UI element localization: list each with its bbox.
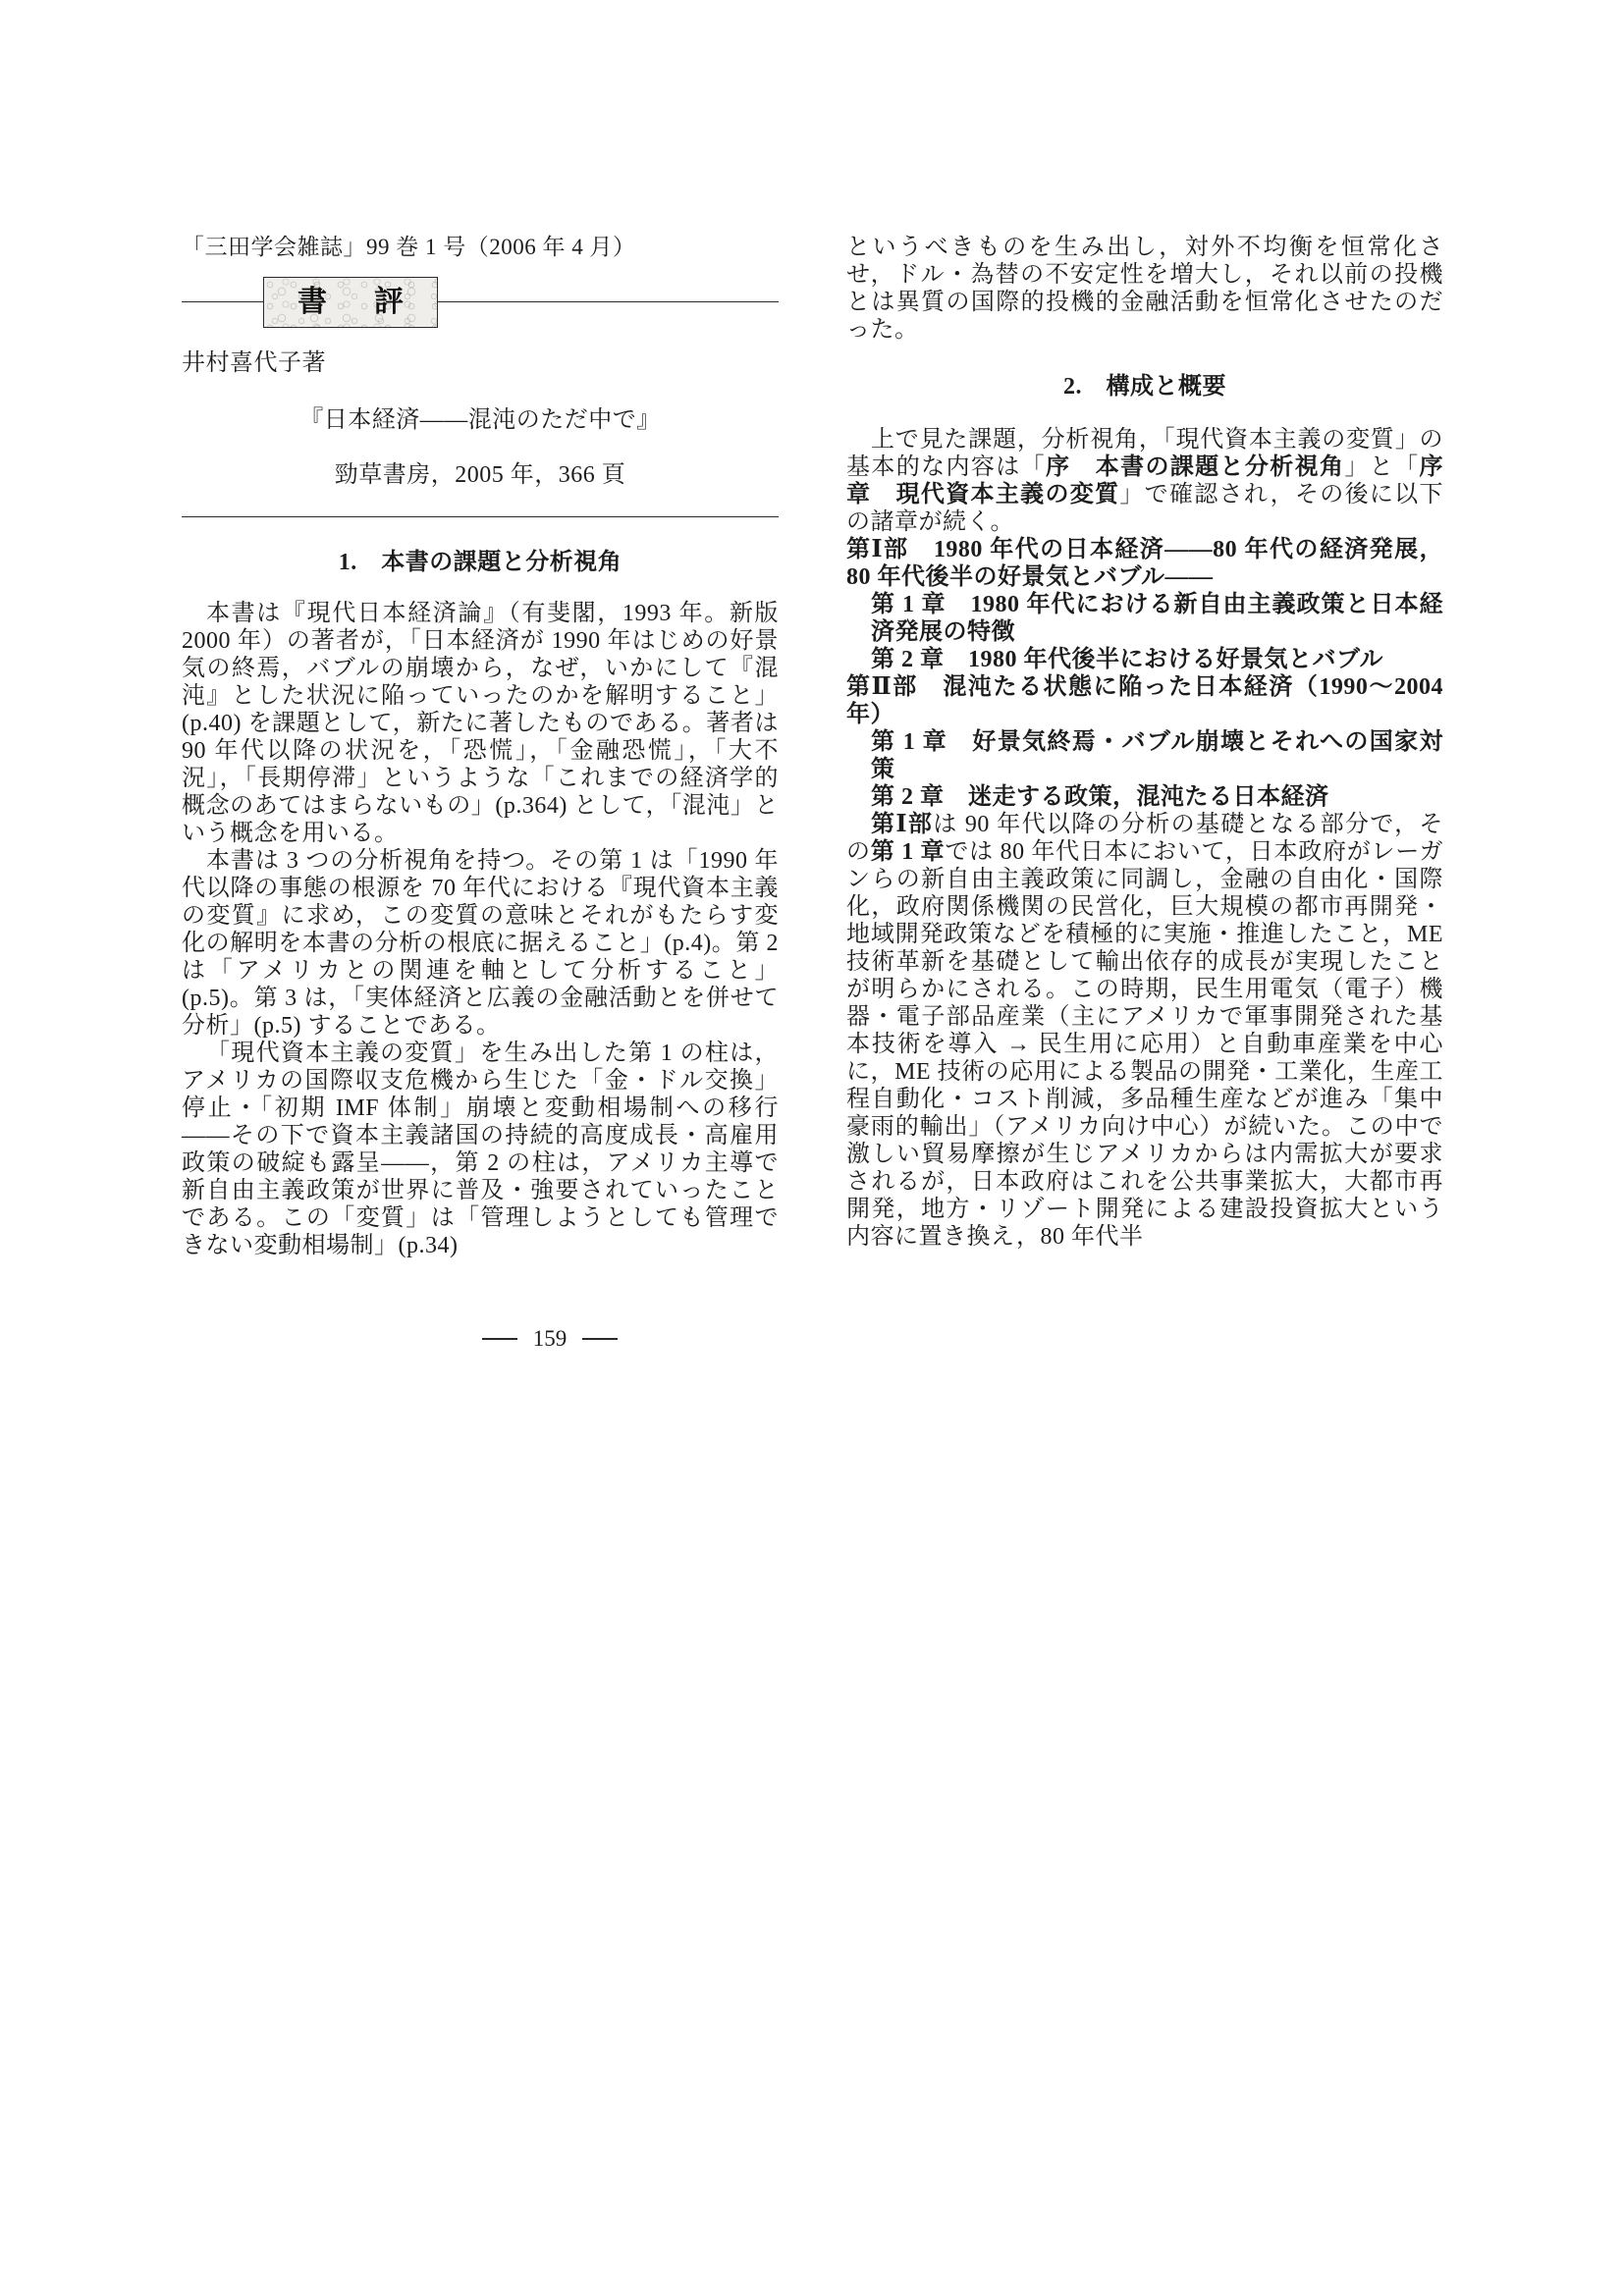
toc-part2-chapter1: 第 1 章 好景気終焉・バブル崩壊とそれへの国家対策 xyxy=(871,729,1443,782)
toc-part1: 第Ⅰ部 1980 年代の日本経済――80 年代の経済発展，80 年代後半の好景気とバブル―― xyxy=(846,537,1443,590)
intro-seg-1: 上で見た課題，分析視角，「現代資本主義の変質」の基本的な内容は「 xyxy=(846,427,1443,480)
paragraph-book-overview: 本書は『現代日本経済論』（有斐閣，1993 年。新版 2000 年）の著者が，「日本経済が 1990 年はじめの好景気の終焉，バブルの崩壊から，なぜ，いかにして『混沌』とした状況に陥っていったのかを解明すること」(p.40) を課題として，新たに著したものである。著者は 90 年代以降の状況を，「恐慌」，「金融恐慌」，「大不況」，「長期停滞」というような「これまでの経済学的概念のあてはまらないもの」(p.364) として，「混沌」という概念を用いる。 xyxy=(182,601,779,846)
paragraph-part1-summary xyxy=(846,811,1443,1251)
journal-header: 「三田学会雑誌」99 巻 1 号（2006 年 4 月） xyxy=(182,235,636,259)
right-column xyxy=(846,234,1443,1251)
toc-part1-chapter1: 第 1 章 1980 年代における新自由主義政策と日本経済発展の特徴 xyxy=(871,592,1443,645)
paragraph-structure-intro xyxy=(846,426,1443,536)
page-footer xyxy=(422,1327,677,1350)
paragraph-capitalism-transformation: 「現代資本主義の変質」を生み出した第 1 の柱は，アメリカの国際収支危機から生じた「金・ドル交換」停止・「初期 IMF 体制」崩壊と変動相場制への移行――その下で資本主義諸国の持続的高度成長・高雇用政策の破綻も露呈――，第 2 の柱は，アメリカ主導で新自由主義政策が世界に普及・強要されていったことである。この「変質」は「管理しようとしても管理できない変動相場制」(p.34) xyxy=(182,1041,779,1258)
divider-rule xyxy=(182,516,779,517)
book-title: 『日本経済――混沌のただ中で』 xyxy=(299,407,661,433)
left-column xyxy=(182,234,779,1259)
intro-seg-5: 」で確認され，その後に以下の諸章が続く。 xyxy=(846,482,1443,535)
toc-part1-chapter2: 第 2 章 1980 年代後半における好景気とバブル xyxy=(871,647,1384,672)
intro-seg-2-bold: 序 本書の課題と分析視角 xyxy=(1045,454,1345,480)
intro-seg-4-bold: 序章 現代資本主義の変質 xyxy=(846,454,1444,507)
section2-heading: 2. 構成と概要 xyxy=(1063,374,1226,400)
body-seg-3-bold: 第 1 章 xyxy=(870,839,946,865)
badge-char-2: 評 xyxy=(374,286,404,318)
footer-dash-right xyxy=(582,1338,618,1340)
body-seg-4: では 80 年代日本において，日本政府がレーガンらの新自由主義政策に同調し，金融の自由化・国際化，政府関係機関の民営化，巨大規模の都市再開発・地域開発政策などを積極的に実施・推進したこと，ME 技術革新を基礎として輸出依存的成長が実現したことが明らかにされる。この時期，民生用電気（電子）機器・電子部品産業（主にアメリカで軍事開発された基本技術を導入 → 民生用に応用）と自動車産業を中心に，ME 技術の応用による製品の開発・工業化，生産工程自動化・コスト削減，多品種生産などが進み「集中豪雨的輸出」（アメリカ向け中心）が続いた。この中で激しい貿易摩擦が生じアメリカからは内需拡大が要求されるが，日本政府はこれを公共事業拡大，大都市再開発，地方・リゾート開発による建設投資拡大という内容に置き換え，80 年代半 xyxy=(846,839,1444,1250)
author-line: 井村喜代子著 xyxy=(182,350,326,376)
review-badge xyxy=(182,277,779,328)
paragraph-three-perspectives: 本書は 3 つの分析視角を持つ。その第 1 は「1990 年代以降の事態の根源を 70 年代における『現代資本主義の変質』に求め，この変質の意味とそれがもたらす変化の解明を本書の分析の根底に据えること」(p.4)。第 2 は「アメリカとの関連を軸として分析すること」(p.5)。第 3 は，「実体経済と広義の金融活動とを併せて分析」(p.5) することである。 xyxy=(182,848,779,1039)
body-seg-1-bold: 第Ⅰ部 xyxy=(871,812,934,837)
footer-dash-left xyxy=(482,1338,517,1340)
section1-heading: 1. 本書の課題と分析視角 xyxy=(338,550,622,575)
page-number: 159 xyxy=(532,1326,568,1351)
badge-char-1: 書 xyxy=(298,286,327,318)
toc-part2: 第Ⅱ部 混沌たる状態に陥った日本経済（1990～2004 年） xyxy=(846,674,1443,727)
toc-part2-chapter2: 第 2 章 迷走する政策，混沌たる日本経済 xyxy=(871,784,1329,810)
badge-box xyxy=(263,277,438,328)
body-seg-2: は 90 年代以降の分析の基礎となる部分で，その xyxy=(846,812,1443,865)
paragraph-continuation: というべきものを生み出し，対外不均衡を恒常化させ，ドル・為替の不安定性を増大し，それ以前の投機とは異質の国際的投機的金融活動を恒常化させたのだった。 xyxy=(846,235,1443,343)
intro-seg-3: 」と「 xyxy=(1344,454,1420,480)
publisher-line: 勁草書房，2005 年，366 頁 xyxy=(334,462,626,488)
